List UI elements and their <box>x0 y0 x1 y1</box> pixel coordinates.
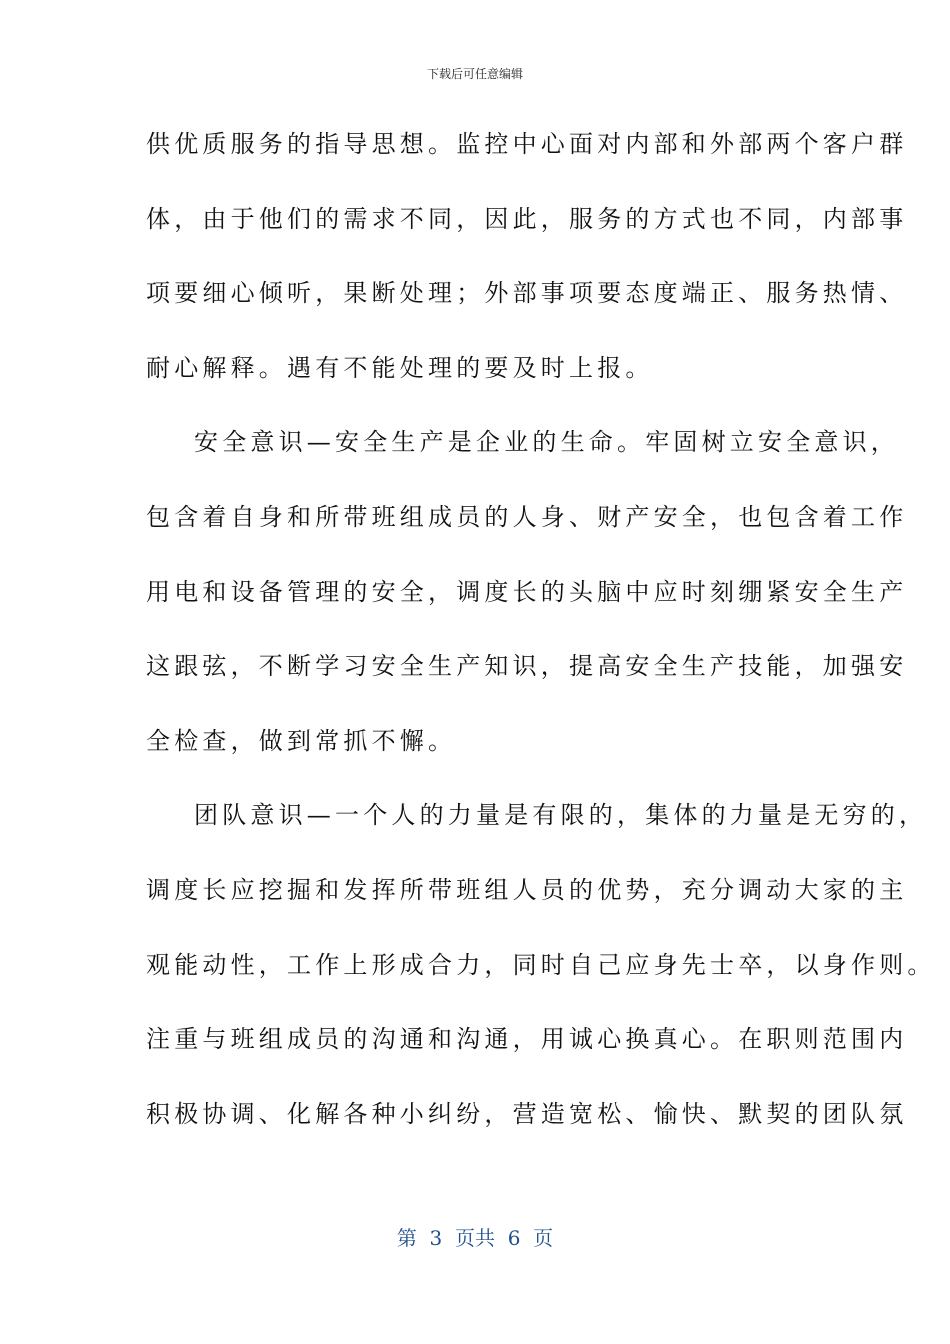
page-number-footer: 第 3 页共 6 页 <box>396 1226 554 1250</box>
page-header: 下载后可任意编辑 <box>426 67 523 81</box>
text-line: 这跟弦，不断学习安全生产知识，提高安全生产技能，加强安 <box>146 652 908 681</box>
paragraph-first-line: 团队意识—一个人的力量是有限的，集体的力量是无穷的， <box>194 801 928 830</box>
text-line: 包含着自身和所带班组成员的人身、财产安全，也包含着工作 <box>146 502 908 531</box>
text-line: 观能动性，工作上形成合力，同时自己应身先士卒，以身作则。 <box>146 950 936 979</box>
text-line: 调度长应挖掘和发挥所带班组人员的优势，充分调动大家的主 <box>146 875 908 904</box>
text-line: 注重与班组成员的沟通和沟通，用诚心换真心。在职则范围内 <box>146 1025 908 1054</box>
paragraph-first-line: 安全意识—安全生产是企业的生命。牢固树立安全意识， <box>194 428 899 457</box>
text-line: 用电和设备管理的安全，调度长的头脑中应时刻绷紧安全生产 <box>146 577 908 606</box>
text-line: 供优质服务的指导思想。监控中心面对内部和外部两个客户群 <box>146 130 908 158</box>
text-line: 项要细心倾听，果断处理；外部事项要态度端正、服务热情、 <box>146 279 908 308</box>
body-text <box>146 122 936 1166</box>
text-line: 积极协调、化解各种小纠纷，营造宽松、愉快、默契的团队氛 <box>146 1099 908 1128</box>
text-line: 耐心解释。遇有不能处理的要及时上报。 <box>146 353 654 382</box>
text-line: 全检查，做到常抓不懈。 <box>146 726 457 755</box>
text-line: 体，由于他们的需求不同，因此，服务的方式也不同，内部事 <box>146 204 908 233</box>
